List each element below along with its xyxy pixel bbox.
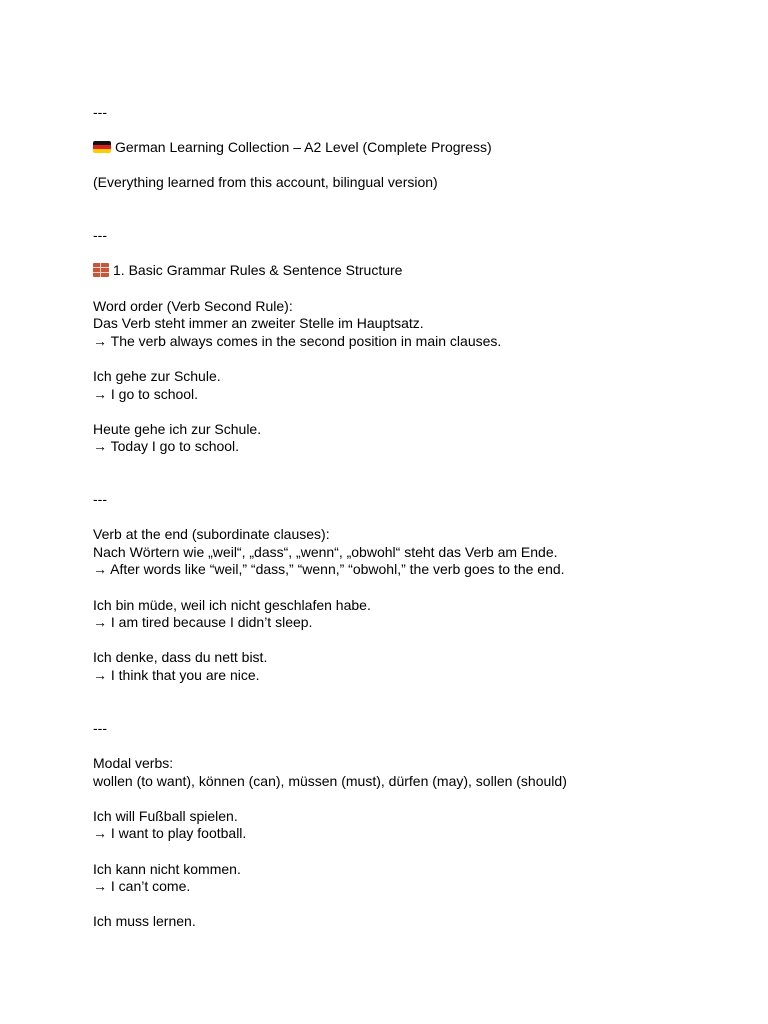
blank-lines: [93, 192, 733, 227]
rule-text-de: Nach Wörtern wie „weil“, „dass“, „wenn“, „obwohl“ steht das Verb am Ende.: [93, 543, 558, 560]
blank-line: [93, 509, 733, 527]
blank-line: [93, 790, 733, 808]
blank-line: [93, 579, 733, 597]
section-heading: [93, 262, 733, 280]
document-body: [93, 104, 733, 931]
rule-title: Verb at the end (subordinate clauses):: [93, 526, 330, 543]
document-title-text: German Learning Collection – A2 Level (Complete Progress): [115, 139, 492, 156]
example-en: → Today I go to school.: [93, 438, 240, 455]
separator: ---: [93, 719, 107, 736]
section-heading-text: 1. Basic Grammar Rules & Sentence Structure: [113, 262, 403, 279]
example-de: Ich gehe zur Schule.: [93, 367, 221, 384]
blank-line: [93, 157, 733, 175]
blank-line: [93, 632, 733, 650]
separator: ---: [93, 491, 107, 508]
blank-line: [93, 403, 733, 421]
blank-line: [93, 280, 733, 298]
example-de: Ich muss lernen.: [93, 913, 196, 930]
blank-line: [93, 843, 733, 861]
rule-text-de: Das Verb steht immer an zweiter Stelle im Hauptsatz.: [93, 315, 424, 332]
blank-line: [93, 737, 733, 755]
blank-line: [93, 350, 733, 368]
rule-text-en: → After words like “weil,” “dass,” “wenn,” “obwohl,” the verb goes to the end.: [93, 561, 565, 578]
blank-line: [93, 896, 733, 914]
blank-line: [93, 245, 733, 263]
example-de: Ich bin müde, weil ich nicht geschlafen habe.: [93, 596, 371, 613]
blank-line: [93, 122, 733, 140]
example-en: → I go to school.: [93, 385, 199, 402]
german-flag-icon: [93, 141, 111, 153]
example-en: → I want to play football.: [93, 825, 247, 842]
blank-lines: [93, 456, 733, 491]
example-de: Ich denke, dass du nett bist.: [93, 649, 268, 666]
rule-title: Word order (Verb Second Rule):: [93, 297, 293, 314]
example-de: Heute gehe ich zur Schule.: [93, 420, 262, 437]
example-de: Ich will Fußball spielen.: [93, 807, 238, 824]
example-en: → I can’t come.: [93, 878, 191, 895]
rule-title: Modal verbs:: [93, 754, 174, 771]
document-subtitle: (Everything learned from this account, bilingual version): [93, 174, 438, 191]
example-en: → I am tired because I didn’t sleep.: [93, 614, 313, 631]
bricks-icon: [93, 263, 109, 277]
document-title: [93, 139, 733, 157]
modal-verb-list: wollen (to want), können (can), müssen (must), dürfen (may), sollen (should): [93, 772, 567, 789]
rule-text-en: → The verb always comes in the second position in main clauses.: [93, 332, 502, 349]
blank-lines: [93, 685, 733, 720]
separator: ---: [93, 227, 107, 244]
example-de: Ich kann nicht kommen.: [93, 860, 241, 877]
example-en: → I think that you are nice.: [93, 667, 260, 683]
separator: ---: [93, 104, 107, 120]
